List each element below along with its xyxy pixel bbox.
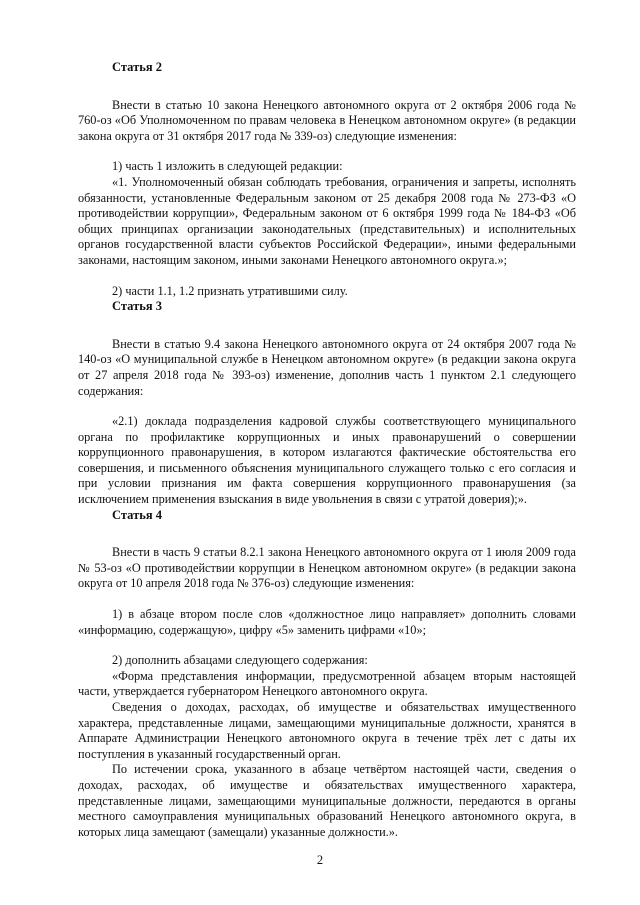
article-4-item-2: 2) дополнить абзацами следующего содержания: bbox=[112, 653, 368, 668]
article-2-intro: Внести в статью 10 закона Ненецкого автономного округа от 2 октября 2006 года № 760-оз «Об Уполномоченном по правам человека в Ненецком автономном округе» (в редакции закона округа от 31 октября 2017 года № 339-оз) следующие изменения: bbox=[78, 97, 576, 143]
article-2-heading: Статья 2 bbox=[112, 60, 162, 74]
article-4-quote-1: «Форма представления информации, предусмотренной абзацем вторым настоящей части, утверждается губернатором Ненецкого автономного округа. bbox=[78, 668, 576, 699]
article-2-quote: «1. Уполномоченный обязан соблюдать требования, ограничения и запреты, исполнять обязанности, установленные Федеральным законом от 25 декабря 2008 года № 273-ФЗ «О противодействии коррупции», Федеральным законом от 6 октября 1999 года № 184-ФЗ «Об общих принципах организации законодательных (представительных) и исполнительных органов государственной власти субъектов Российской Федерации», иными федеральными законами, настоящим законом, иными законами Ненецкого автономного округа.»; bbox=[78, 174, 576, 267]
article-3-quote: «2.1) доклада подразделения кадровой службы соответствующего муниципального органа по профилактике коррупционных и иных правонарушений о совершении коррупционного правонарушения, в котором излагаются фактические обстоятельства его совершения, и письменного объяснения муниципального служащего только с его согласия и при условии признания им факта совершения коррупционного правонарушения (за исключением применения взыскания в виде увольнения в связи с утратой доверия);». bbox=[78, 414, 576, 507]
article-4-heading: Статья 4 bbox=[112, 507, 162, 522]
article-4-intro: Внести в часть 9 статьи 8.2.1 закона Ненецкого автономного округа от 1 июля 2009 года № 53-оз «О противодействии коррупции в Ненецком автономном округе» (в редакции закона округа от 10 апреля 2018 года № 376-оз) следующие изменения: bbox=[78, 545, 576, 591]
article-4-quote-3: По истечении срока, указанного в абзаце четвёртом настоящей части, сведения о доходах, расходах, об имуществе и обязательствах имущественного характера, представленные лицами, замещающими муниципальные должности, передаются в органы местного самоуправления муниципальных образований Ненецкого автономного округа, в которых лица замещают (замещали) указанные должности.». bbox=[78, 762, 576, 839]
page-number: 2 bbox=[316, 853, 324, 867]
article-2-item-2: 2) части 1.1, 1.2 признать утратившими силу. bbox=[112, 283, 348, 298]
article-4-quote-2: Сведения о доходах, расходах, об имуществе и обязательствах имущественного характера, представленные лицами, замещающими муниципальные должности, хранятся в Аппарате Администрации Ненецкого автономного округа в течение трёх лет с даты их поступления в указанный государственный орган. bbox=[78, 700, 576, 761]
article-2-item-1: 1) часть 1 изложить в следующей редакции: bbox=[112, 159, 343, 174]
article-4-item-1: 1) в абзаце втором после слов «должностное лицо направляет» дополнить словами «информацию, содержащую», цифру «5» заменить цифрами «10»; bbox=[78, 607, 576, 637]
article-3-intro: Внести в статью 9.4 закона Ненецкого автономного округа от 24 октября 2007 года № 140-оз «О муниципальной службе в Ненецком автономном округе» (в редакции закона округа от 27 апреля 2018 года № 393-оз) изменение, дополнив часть 1 пунктом 2.1 следующего содержания: bbox=[78, 336, 576, 398]
document-body bbox=[78, 60, 576, 840]
article-3-heading: Статья 3 bbox=[112, 299, 162, 314]
